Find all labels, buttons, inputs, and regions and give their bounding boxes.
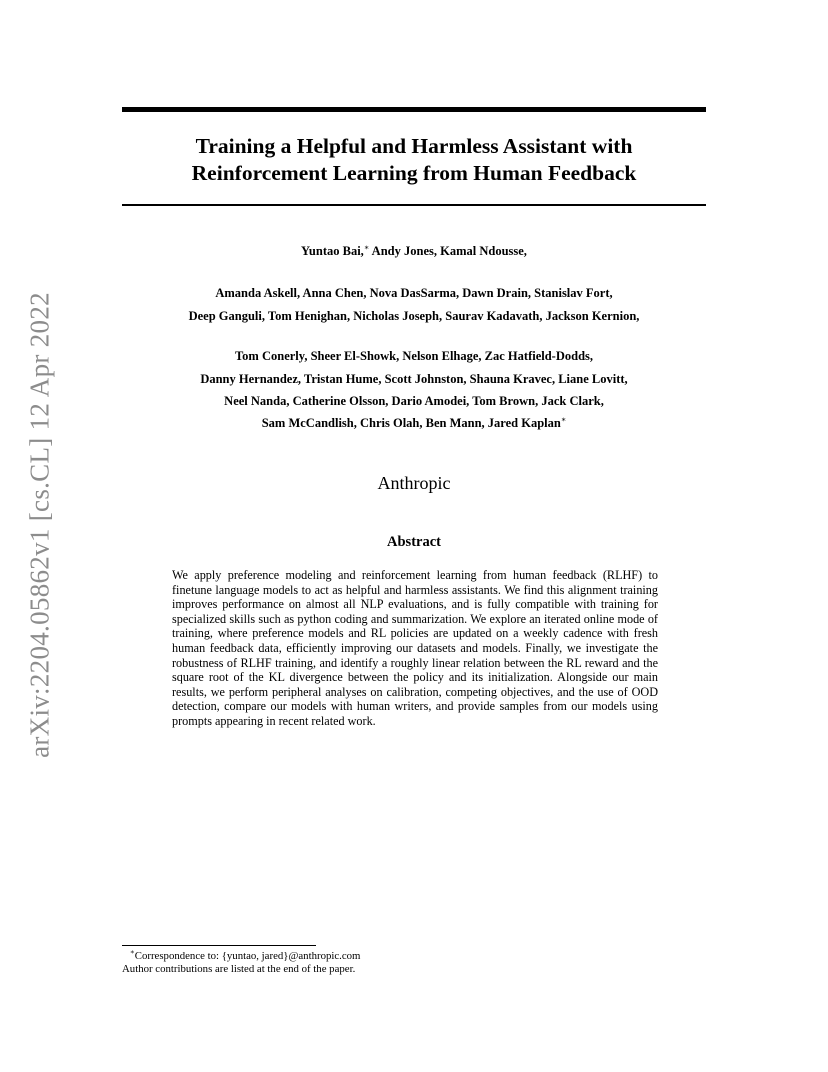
author-line-7-text: Sam McCandlish, Chris Olah, Ben Mann, Jared Kaplan [261,416,561,430]
arxiv-identifier-stamp: arXiv:2204.05862v1 [cs.CL] 12 Apr 2022 [24,292,55,758]
affiliation: Anthropic [377,473,451,493]
author-line-5: Danny Hernandez, Tristan Hume, Scott Johnston, Shauna Kravec, Liane Lovitt, [200,372,628,386]
author-line-3: Deep Ganguli, Tom Henighan, Nicholas Joseph, Saurav Kadavath, Jackson Kernion, [188,309,640,323]
author-line-6: Neel Nanda, Catherine Olsson, Dario Amodei, Tom Brown, Jack Clark, [224,394,604,408]
abstract-text: We apply preference modeling and reinforcement learning from human feedback (RLHF) to finetune language models to act as helpful and harmless assistants. We find this alignment training improves performance on almost all NLP evaluations, and is fully compatible with training for specialized skills such as python coding and summarization. We explore an iterated online mode of training, where preference models and RL policies are updated on a weekly cadence with fresh human feedback data, efficiently improving our datasets and models. Finally, we investigate the robustness of RLHF training, and identify a roughly linear relation between the RL reward and the square root of the KL divergence between the policy and its initialization. Alongside our main results, we perform peripheral analyses on calibration, competing objectives, and the use of OOD detection, compare our models with human writers, and provide samples from our models using prompts appearing in recent related work. [172,568,658,728]
footnote-correspondence [122,950,706,963]
footnote-mark: ∗ [130,948,135,957]
title-bottom-rule [122,204,706,206]
title-line-1: Training a Helpful and Harmless Assistant with [195,134,633,158]
author-line-2: Amanda Askell, Anna Chen, Nova DasSarma, Dawn Drain, Stanislav Fort, [215,286,613,300]
author-line-1-start: Yuntao Bai, [301,244,364,258]
correspondence-mark: ∗ [363,242,370,252]
author-line-4: Tom Conerly, Sheer El-Showk, Nelson Elhage, Zac Hatfield-Dodds, [234,349,594,363]
paper-title [122,133,706,187]
title-top-rule [122,107,706,112]
footnote-correspondence-text: Correspondence to: {yuntao, jared}@anthropic.com [134,950,361,962]
author-line-7 [122,415,706,431]
abstract-heading: Abstract [387,534,441,550]
footnote-rule [122,945,316,946]
correspondence-mark-2: ∗ [560,414,567,424]
author-line-1-rest: Andy Jones, Kamal Ndousse, [369,244,527,258]
author-line-1 [122,243,706,259]
title-line-2: Reinforcement Learning from Human Feedback [191,161,637,185]
footnote-contributions: Author contributions are listed at the end of the paper. [122,963,356,975]
